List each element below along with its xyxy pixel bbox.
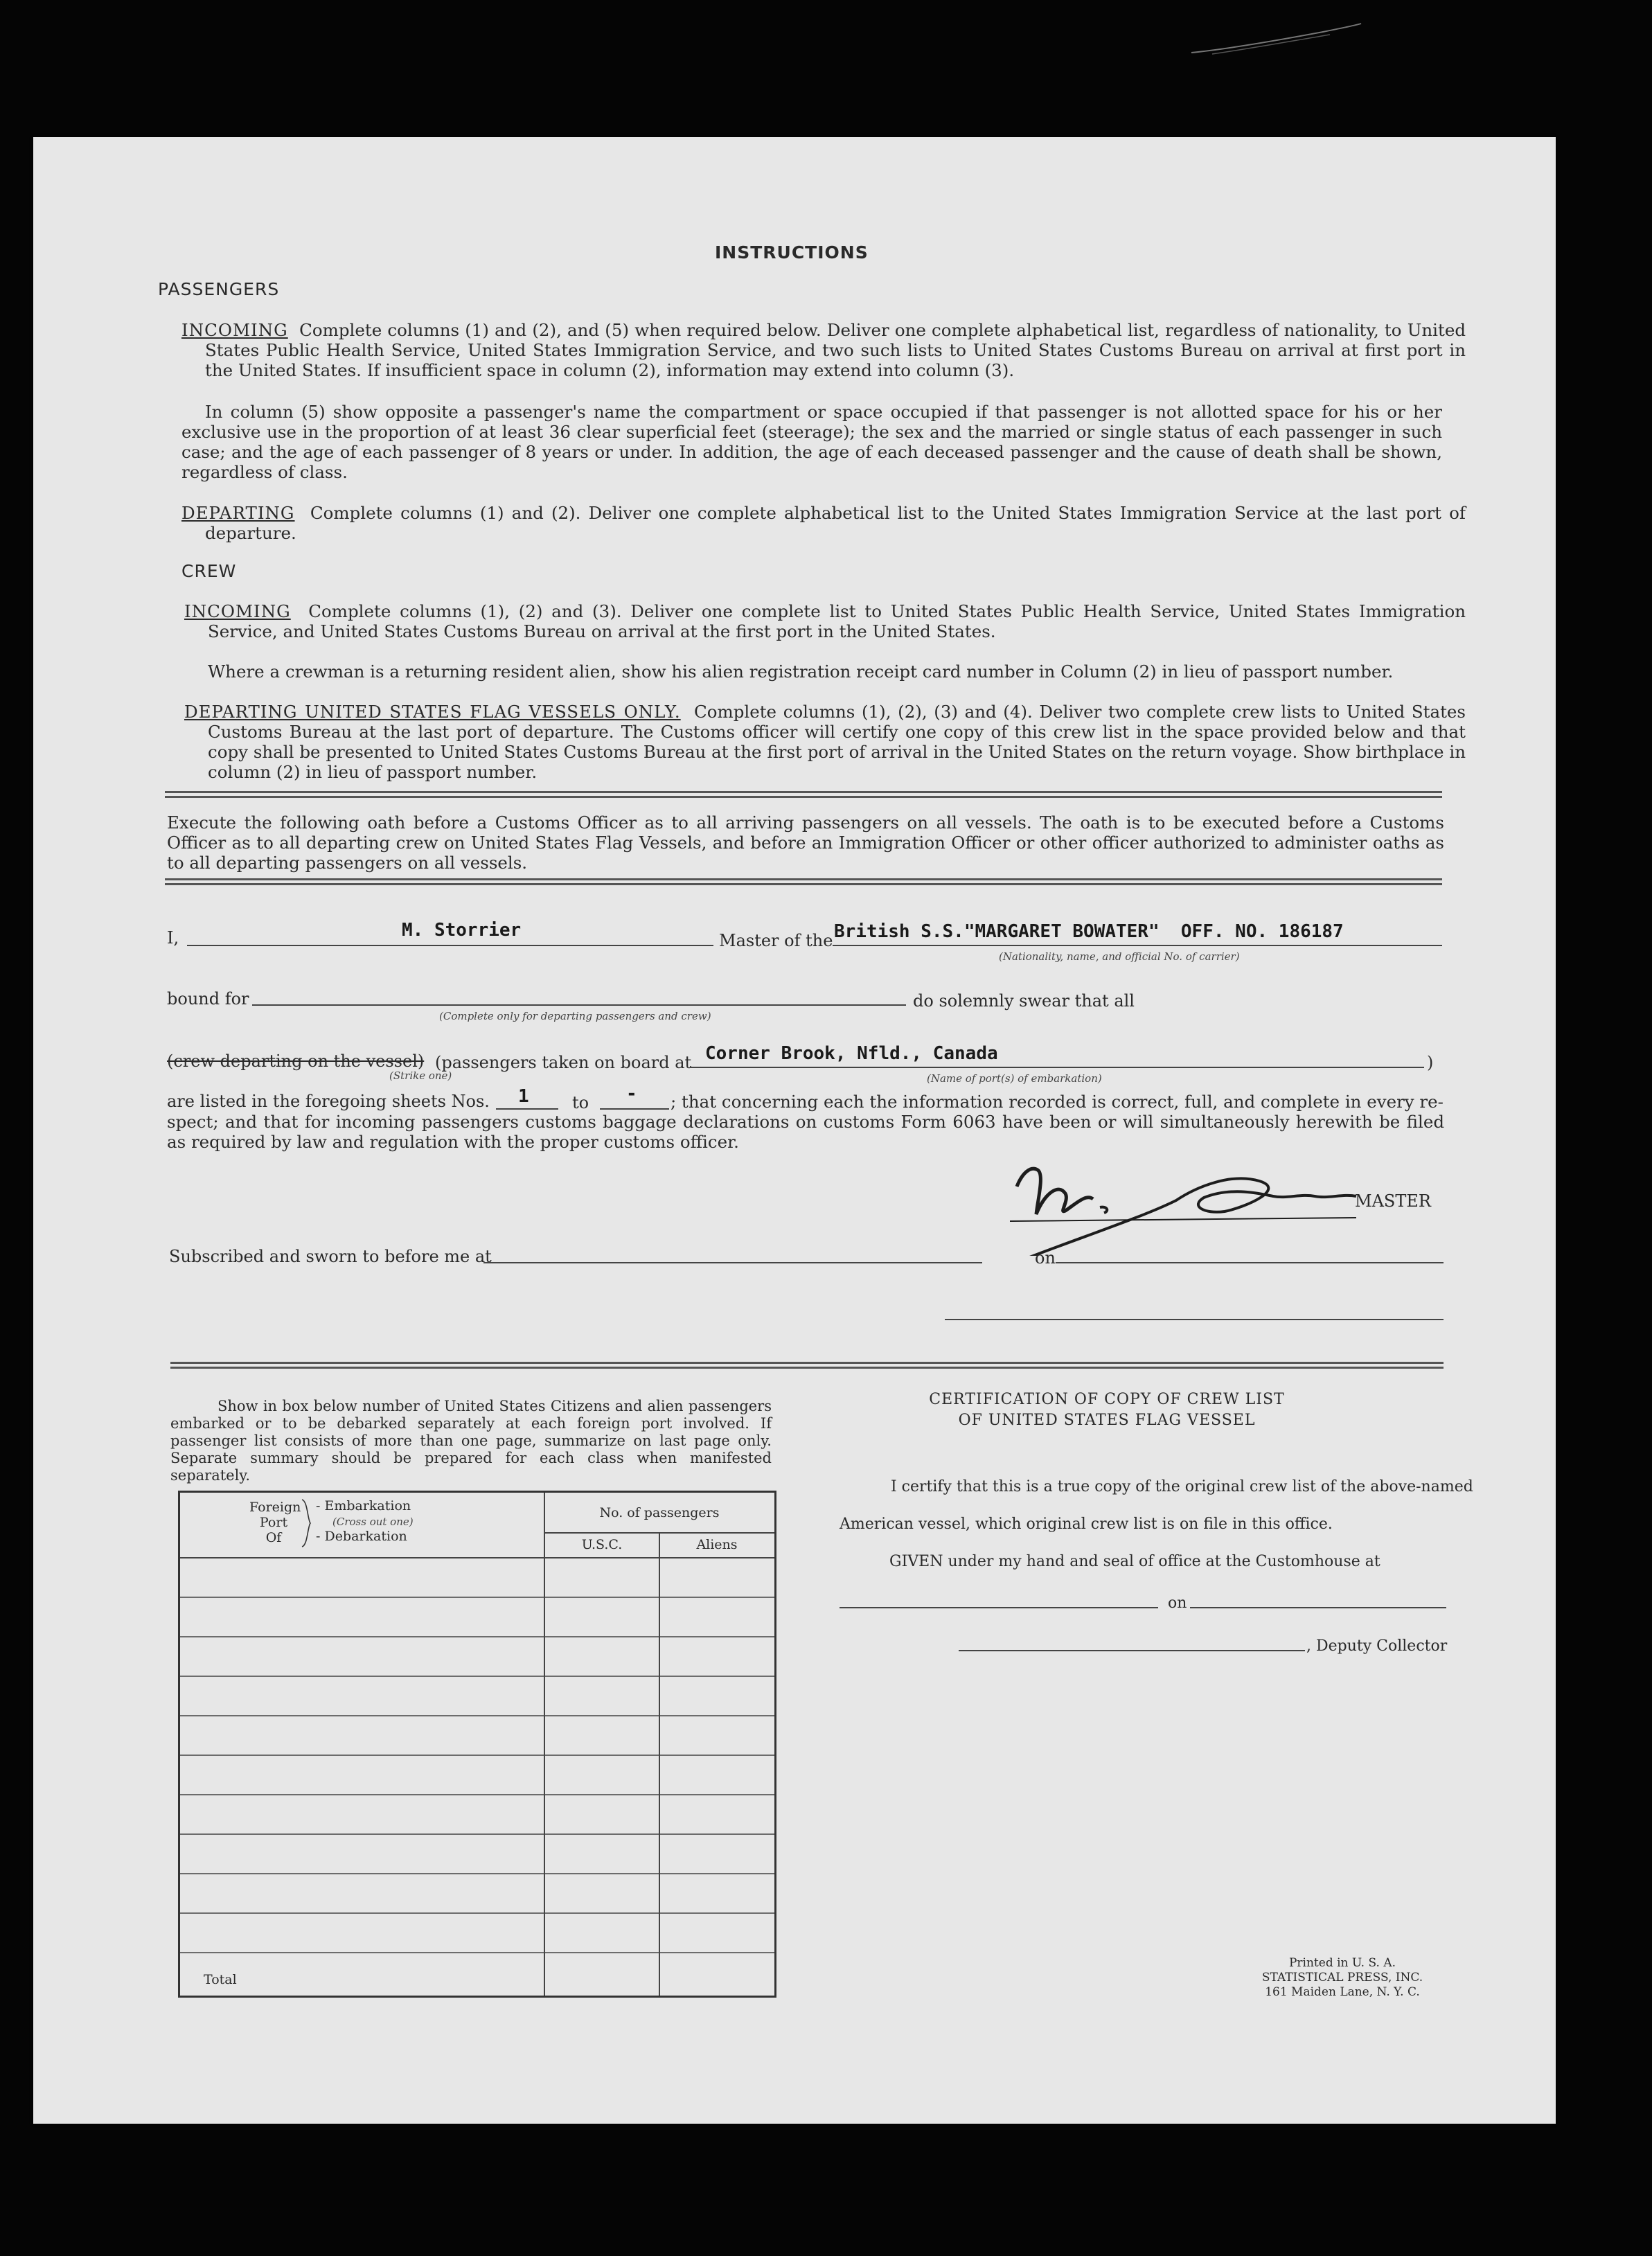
passengers-incoming-paragraph [181,320,1466,380]
crew-departing-text: Complete columns (1), (2), (3) and (4). Deliver two complete crew lists to United States Customs Bureau at the last port of departure. The Customs officer will certify one copy of this crew list in the space provided below and that copy shall be presented to United States Customs Bureau at the first port of arrival in the United States on the return voyage. Show birthplace in column (2) in lieu of passport number. [208,702,1466,782]
customhouse-line[interactable] [840,1607,1158,1608]
strike-caption: (Strike one) [389,1069,452,1082]
subscribed-on-label: on [1035,1248,1056,1268]
total-label: Total [204,1972,237,1987]
master-name-field[interactable]: M. Storrier [402,920,522,941]
form-page [33,137,1556,2124]
passengers-incoming-text: Complete columns (1) and (2), and (5) when required below. Deliver one complete alphabetical list, regardless of nationality, to United States Public Health Service, United States Immigration Service, and two such lists to United States Customs Bureau on arrival at first port in the United States. If insufficient space in column (2), information may extend into column (3). [205,320,1466,380]
instructions-title: INSTRUCTIONS [715,242,869,263]
certification-line-3: GIVEN under my hand and seal of office at the Customhouse at [889,1553,1380,1570]
to-label: to [572,1093,589,1112]
port-line [690,1067,1424,1068]
printer-line-3: 161 Maiden Lane, N. Y. C. [1265,1985,1420,1999]
sheet-to-line [600,1108,669,1110]
master-of-label: Master of the [719,931,833,950]
deputy-signature-line[interactable] [959,1650,1305,1651]
certification-line-2: American vessel, which original crew list is on file in this office. [840,1516,1333,1533]
master-label: MASTER [1355,1191,1431,1211]
subscribed-label: Subscribed and sworn to before me at [169,1247,492,1266]
deputy-collector-label: , Deputy Collector [1306,1637,1448,1655]
printer-imprint [1238,1956,1446,2000]
crew-departing-paragraph [184,702,1466,782]
passengers-departing-label: DEPARTING [181,503,295,523]
crew-incoming-label: INCOMING [184,601,291,621]
certify-text-2: spect; and that for incoming passengers customs baggage declarations on customs Form 6063 have been or will simultaneously herewith be filed as required by law and regulation with the proper customs officer. [167,1112,1444,1152]
close-paren: ) [1427,1053,1434,1072]
sheets-label: are listed in the foregoing sheets Nos. [167,1092,490,1111]
col-port-label: Port [259,1515,288,1530]
officer-signature-line[interactable] [945,1319,1444,1320]
master-signature [941,1145,1412,1256]
crew-returning-paragraph: Where a crewman is a returning resident alien, show his alien registration receipt card number in Column (2) in lieu of passport number. [208,661,1394,682]
crew-departing-struck: (crew departing on the vessel) [167,1051,425,1071]
i-label: I, [167,928,179,948]
bound-for-line[interactable] [252,1004,906,1006]
col-foreign-label: Foreign [249,1500,301,1515]
crew-incoming-text: Complete columns (1), (2) and (3). Deliver one complete list to United States Public Health Service, United States Immigration Service, and United States Customs Bureau on arrival at the first port in the United States. [208,601,1466,641]
printer-line-2: STATISTICAL PRESS, INC. [1261,1971,1423,1984]
swear-label: do solemnly swear that all [913,991,1135,1011]
col-embarkation-label: - Embarkation [316,1498,411,1513]
vessel-line [833,945,1442,946]
oath-intro: Execute the following oath before a Customs Officer as to all arriving passengers on all vessels. The oath is to be executed before a Customs Officer as to all departing crew on United States Flag Vessels, and before an Immigration Officer or other officer authorized to administer oaths as to all departing passengers on all vessels. [167,812,1444,873]
certification-line-1: I certify that this is a true copy of the original crew list of the above-named [891,1478,1473,1495]
margin-scratch-mark [1184,11,1365,66]
crew-incoming-paragraph [184,601,1466,641]
col-cross-caption: (Cross out one) [332,1516,414,1528]
certification-title-2: OF UNITED STATES FLAG VESSEL [958,1412,1256,1429]
bound-for-caption: (Complete only for departing passengers and crew) [439,1010,711,1022]
passengers-heading: PASSENGERS [158,279,280,299]
certification-title-1: CERTIFICATION OF COPY OF CREW LIST [929,1391,1285,1408]
bound-for-label: bound for [167,989,249,1009]
divider-top [165,791,1442,798]
column5-paragraph: In column (5) show opposite a passenger's name the compartment or space occupied if that passenger is not allotted space for his or her exclusive use in the proportion of at least 36 clear superficial feet (steerage); the sex and the married or single status of each passenger in such case; and the age of each passenger of 8 years or under. In addition, the age of each deceased passenger and the cause of death shall be shown, regardless of class. [181,402,1442,482]
col-passengers-label: No. of passengers [599,1505,720,1520]
passengers-departing-text: Complete columns (1) and (2). Deliver one complete alphabetical list to the United States Immigration Service at the last port of departure. [205,503,1466,543]
passengers-incoming-label: INCOMING [181,320,288,340]
summary-table-grid [180,1493,774,1996]
sheet-from-field[interactable]: 1 [518,1086,529,1107]
subscribed-date-line[interactable] [1056,1262,1444,1263]
summary-instructions: Show in box below number of United States Citizens and alien passengers embarked or to be debarked separately at each foreign port involved. If passenger list consists of more than one page, summarize on last page only. Separate summary should be prepared for each class when manifested separately. [170,1398,772,1484]
sheet-from-line [496,1108,558,1110]
col-of-label: Of [265,1530,282,1545]
master-name-line [187,945,713,946]
certification-on-label: on [1168,1595,1187,1612]
certify-text-1: ; that concerning each the information recorded is correct, full, and complete in every re- [670,1092,1444,1112]
divider-bottom [170,1362,1444,1369]
passengers-taken-label: (passengers taken on board at [435,1053,692,1072]
vessel-field[interactable]: British S.S."MARGARET BOWATER" OFF. NO. 186187 [834,921,1344,942]
subscribed-place-line[interactable] [483,1262,982,1263]
vessel-caption: (Nationality, name, and official No. of carrier) [999,950,1240,963]
crew-departing-label: DEPARTING UNITED STATES FLAG VESSELS ONLY. [184,702,681,722]
certification-date-line[interactable] [1190,1607,1446,1608]
col-usc-label: U.S.C. [581,1537,623,1552]
sheet-to-field[interactable]: - [626,1083,637,1104]
printer-line-1: Printed in U. S. A. [1288,1956,1396,1970]
col-aliens-label: Aliens [696,1537,738,1552]
divider-oath [165,878,1442,885]
port-field[interactable]: Corner Brook, Nfld., Canada [705,1043,998,1064]
col-debarkation-label: - Debarkation [316,1529,407,1544]
passengers-departing-paragraph [181,503,1466,543]
passenger-summary-table [178,1491,776,1998]
port-caption: (Name of port(s) of embarkation) [927,1072,1102,1085]
crew-heading: CREW [181,561,237,581]
